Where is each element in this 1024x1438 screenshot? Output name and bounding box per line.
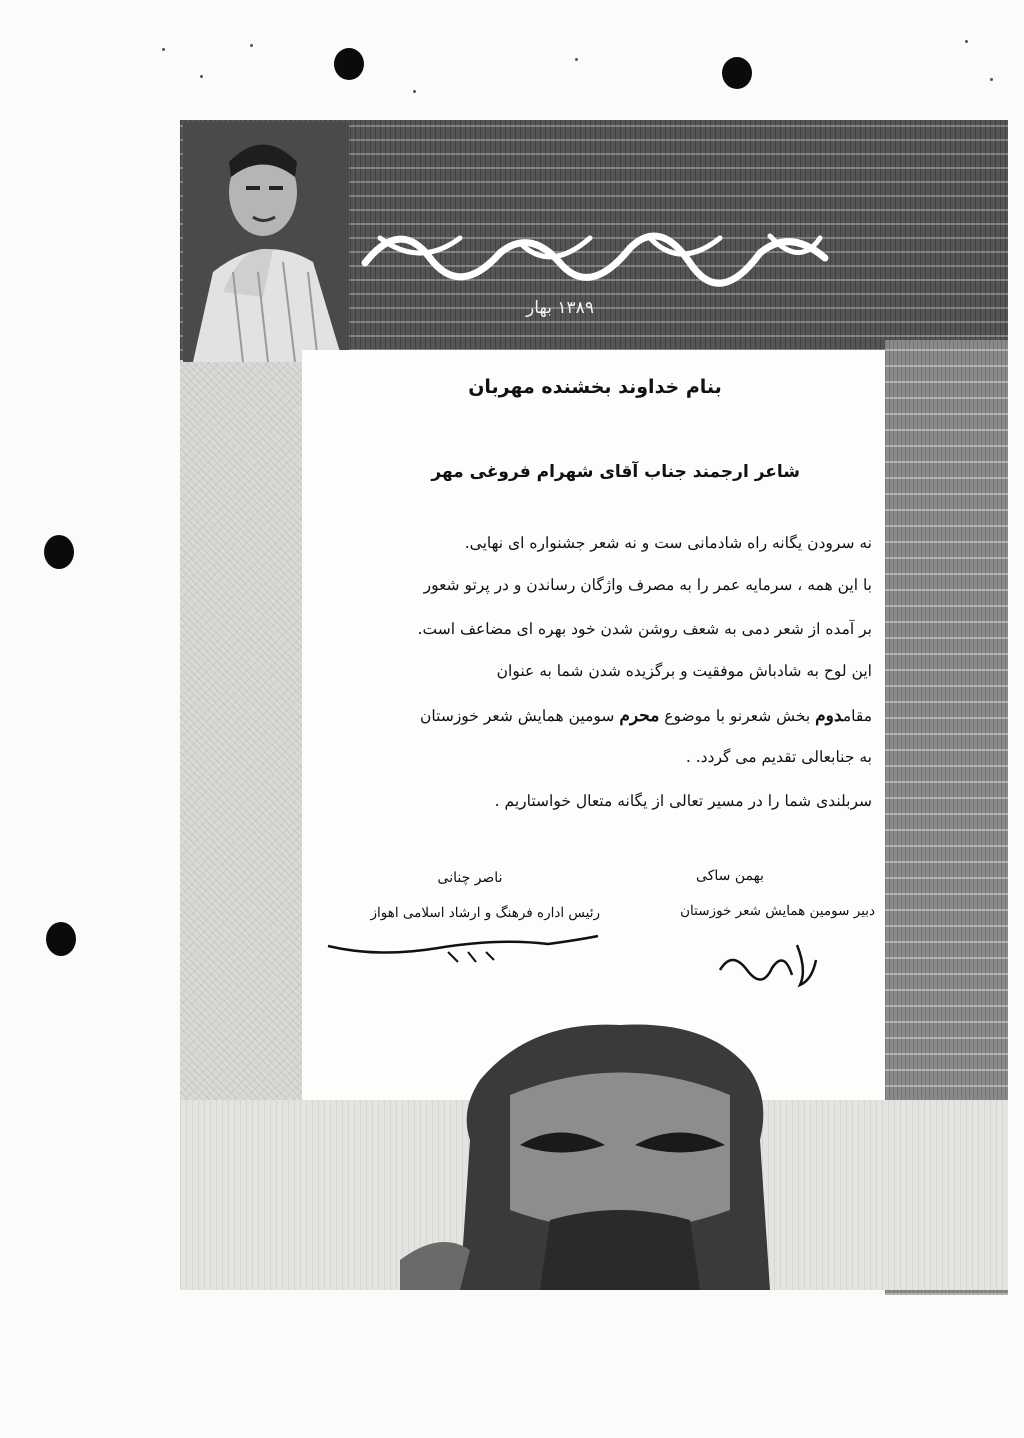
punch-hole-left-2 bbox=[46, 922, 76, 956]
section-text: بخش شعرنو با موضوع bbox=[659, 707, 816, 725]
body-line-5 bbox=[320, 706, 872, 726]
punch-hole-top-right bbox=[722, 57, 752, 89]
body-line-1: نه سرودن یگانه راه شادمانی ست و نه شعر جشنواره ای نهایی. bbox=[464, 534, 872, 552]
punch-hole-left-1 bbox=[44, 535, 74, 569]
poet-portrait-photo bbox=[183, 122, 349, 362]
speck bbox=[965, 40, 968, 43]
bottom-face-artwork bbox=[400, 1010, 850, 1290]
body-line-7: سربلندی شما را در مسیر تعالی از یگانه متعال خواستاریم . bbox=[494, 792, 872, 810]
rank-value: دوم bbox=[815, 706, 843, 726]
basmala-heading: بنام خداوند بخشنده مهربان bbox=[468, 376, 722, 398]
topic-value: محرم bbox=[619, 706, 660, 726]
signatory-right-name: بهمن ساکی bbox=[696, 868, 764, 884]
signatory-left-title: رئیس اداره فرهنگ و ارشاد اسلامی اهواز bbox=[370, 905, 600, 921]
speck bbox=[162, 48, 165, 51]
punch-hole-top-left bbox=[334, 48, 364, 80]
speck bbox=[575, 58, 578, 61]
speck bbox=[413, 90, 416, 93]
speck bbox=[250, 44, 253, 47]
body-line-6: به جنابعالی تقدیم می گردد. . bbox=[685, 748, 872, 766]
body-line-3: بر آمده از شعر دمی به شعف روشن شدن خود بهره ای مضاعف است. bbox=[417, 620, 872, 638]
signatory-left-name: ناصر چنانی bbox=[437, 870, 503, 886]
header-date: ۱۳۸۹ بهار bbox=[526, 298, 594, 318]
recipient-name: شاعر ارجمند جناب آقای شهرام فروغی مهر bbox=[431, 462, 800, 482]
speck bbox=[200, 75, 203, 78]
body-line-2: با این همه ، سرمایه عمر را به مصرف واژگان رساندن و در پرتو شعور bbox=[423, 576, 872, 594]
event-text: سومین همایش شعر خوزستان bbox=[420, 707, 620, 725]
signature-left-scribble bbox=[318, 918, 608, 968]
calligraphy-title bbox=[360, 208, 830, 288]
signatory-right-title: دبیر سومین همایش شعر خوزستان bbox=[680, 903, 875, 919]
signature-right-scribble bbox=[712, 940, 822, 990]
rank-prefix: مقام bbox=[842, 707, 872, 725]
speck bbox=[990, 78, 993, 81]
body-line-4: این لوح به شادباش موفقیت و برگزیده شدن شما به عنوان bbox=[496, 662, 872, 680]
